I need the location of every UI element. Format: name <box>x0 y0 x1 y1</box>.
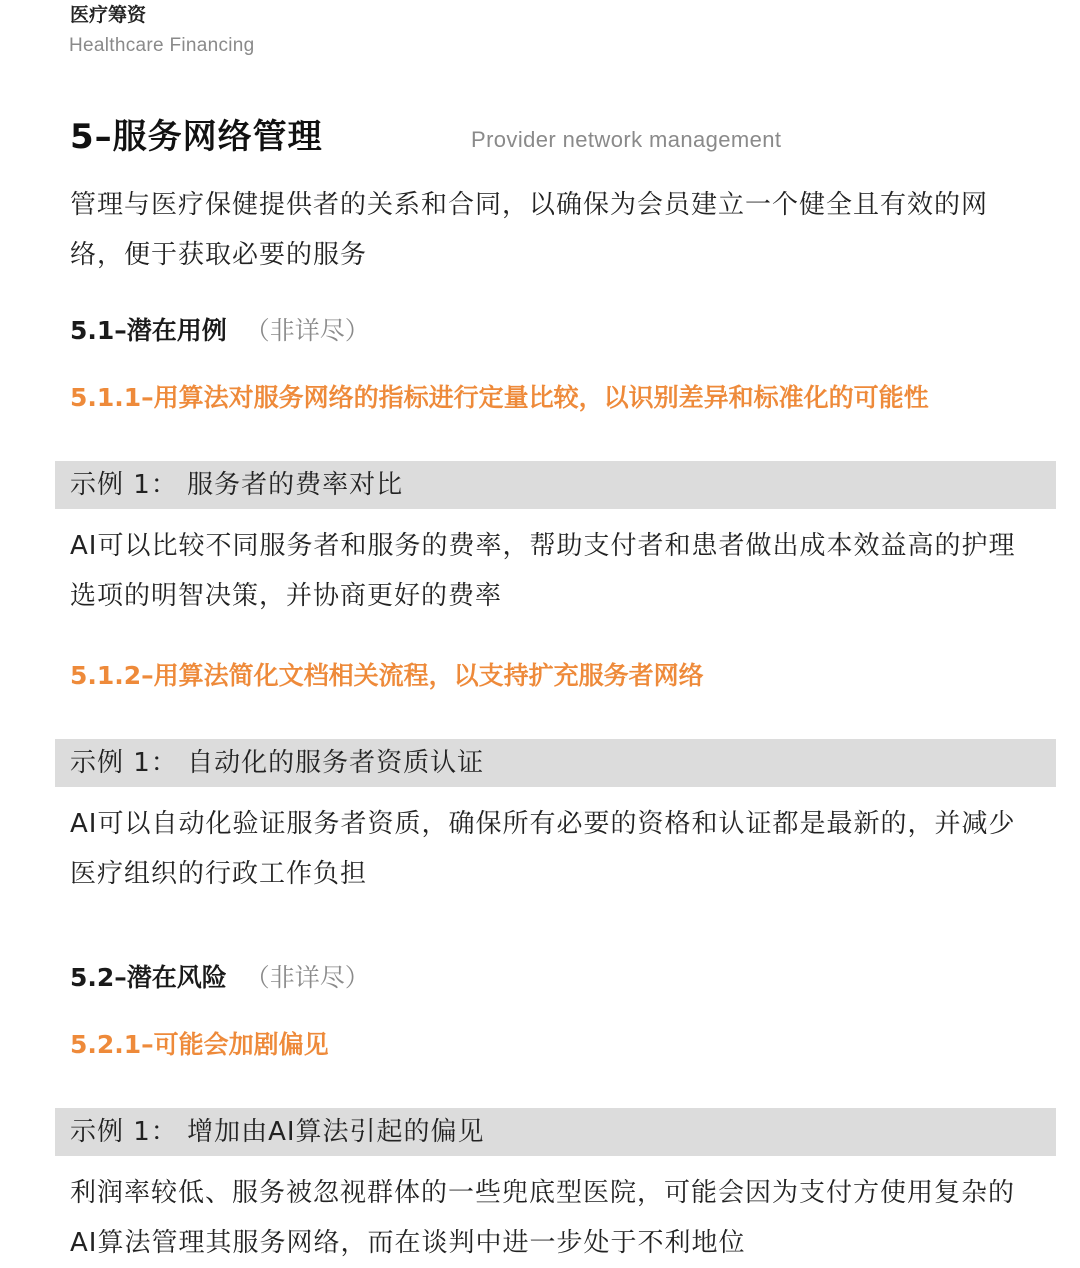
section-intro: 管理与医疗保健提供者的关系和合同，以确保为会员建立一个健全且有效的网络，便于获取必要的服务 <box>70 190 989 270</box>
section-title-en: Provider network management <box>471 127 782 152</box>
header-title-en: Healthcare Financing <box>69 35 255 56</box>
use-case-title-1: 5.1.1–用算法对服务网络的指标进行定量比较，以识别差异和标准化的可能性 <box>70 383 929 412</box>
use-cases-heading-label: 5.1–潜在用例 <box>70 316 227 345</box>
header-title-cn: 医疗筹资 <box>70 4 147 26</box>
risk-title-1: 5.2.1–可能会加剧偏见 <box>70 1030 329 1059</box>
example-label-2: 示例 1： 自动化的服务者资质认证 <box>70 748 485 778</box>
example-bar-3 <box>55 1108 1056 1156</box>
example-text-3: 利润率较低、服务被忽视群体的一些兜底型医院，可能会因为支付方使用复杂的AI算法管理其服务网络，而在谈判中进一步处于不利地位 <box>70 1178 1016 1258</box>
use-cases-heading <box>70 313 370 349</box>
example-label-3: 示例 1： 增加由AI算法引起的偏见 <box>70 1117 485 1147</box>
use-cases-qualifier: （非详尽） <box>244 316 370 345</box>
example-text-2: AI可以自动化验证服务者资质，确保所有必要的资格和认证都是最新的，并减少医疗组织的行政工作负担 <box>70 809 1016 889</box>
section-title: 5–服务网络管理 <box>70 117 323 157</box>
use-case-title-2: 5.1.2–用算法简化文档相关流程，以支持扩充服务者网络 <box>70 661 704 690</box>
example-bar-1 <box>55 461 1056 509</box>
risks-qualifier: （非详尽） <box>244 963 370 992</box>
risks-heading-label: 5.2–潜在风险 <box>70 963 227 992</box>
risks-heading <box>70 960 370 996</box>
example-label-1: 示例 1： 服务者的费率对比 <box>70 470 404 500</box>
example-text-1: AI可以比较不同服务者和服务的费率，帮助支付者和患者做出成本效益高的护理选项的明智决策，并协商更好的费率 <box>70 531 1016 611</box>
example-bar-2 <box>55 739 1056 787</box>
